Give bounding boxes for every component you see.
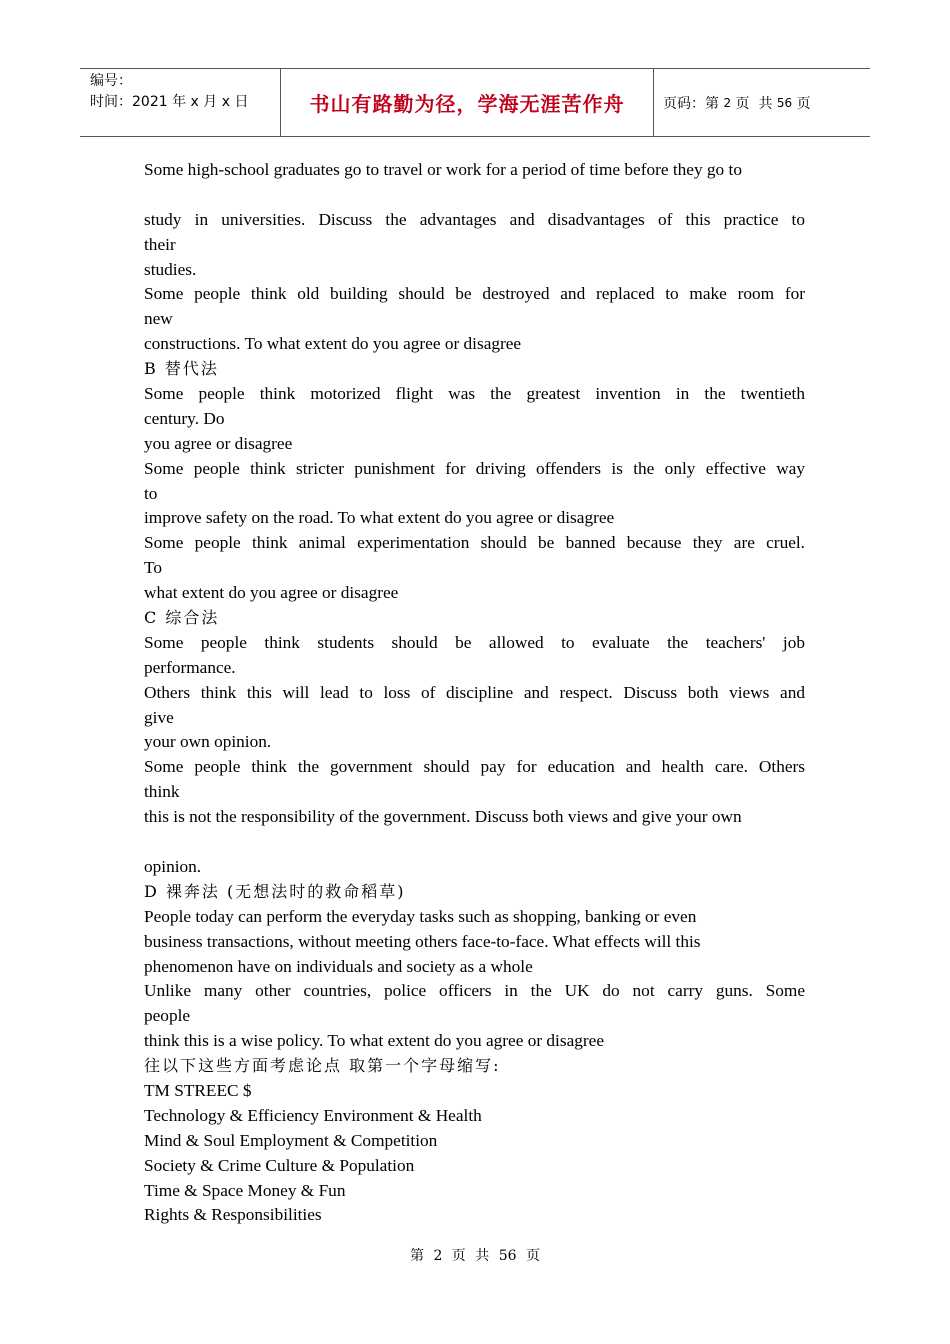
text-line: you agree or disagree <box>144 433 293 453</box>
text-line: Time & Space Money & Fun <box>144 1180 346 1200</box>
text-line: Technology & Efficiency Environment & Health <box>144 1105 482 1125</box>
document-body <box>144 158 805 1228</box>
header-page-number <box>654 69 870 136</box>
text-line: what extent do you agree or disagree <box>144 583 399 603</box>
text-line: Some people think the government should pay for education and health care. Others <box>144 757 805 777</box>
text-line: To <box>144 558 162 578</box>
date-label: 时间：2021 年 x 月 x 日 <box>90 94 249 110</box>
page-total: 56 <box>776 95 793 110</box>
text-line: Some people think animal experimentation should be banned because they are cruel. <box>144 533 805 553</box>
header-motto: 书山有路勤为径，学海无涯苦作舟 <box>309 92 625 116</box>
text-line: performance. <box>144 657 236 677</box>
text-line: People today can perform the everyday tasks such as shopping, banking or even <box>144 906 697 926</box>
text-line: Some people think old building should be destroyed and replaced to make room for <box>144 284 805 304</box>
text-line: think <box>144 782 180 802</box>
section-heading: 往以下这些方面考虑论点 取第一个字母缩写: <box>144 1056 501 1076</box>
text-line: opinion. <box>144 856 202 876</box>
text-line: phenomenon have on individuals and society as a whole <box>144 956 533 976</box>
text-line: people <box>144 1006 191 1026</box>
text-line: business transactions, without meeting others face-to-face. What effects will this <box>144 931 701 951</box>
blank-line <box>144 183 805 208</box>
section-heading: B 替代法 <box>144 359 219 379</box>
text-line: Some people think stricter punishment for driving offenders is the only effective way <box>144 458 805 478</box>
blank-line <box>144 830 805 855</box>
text-line: new <box>144 309 173 329</box>
text-line: Rights & Responsibilities <box>144 1205 322 1225</box>
text-line: Some people think motorized flight was the greatest invention in the twentieth <box>144 384 805 404</box>
page-mid: 页 共 <box>731 95 777 112</box>
text-line: study in universities. Discuss the advantages and disadvantages of this practice to <box>144 209 805 229</box>
section-heading: C 综合法 <box>144 608 220 628</box>
page-suffix: 页 <box>792 95 811 112</box>
text-line: century. Do <box>144 408 225 428</box>
text-line: Some people think students should be allowed to evaluate the teachers' job <box>144 632 805 652</box>
page-header <box>80 68 870 137</box>
page-prefix: 页码：第 <box>663 95 724 112</box>
text-line: constructions. To what extent do you agree or disagree <box>144 334 522 354</box>
text-line: give <box>144 707 174 727</box>
header-meta <box>80 69 281 136</box>
text-line: your own opinion. <box>144 732 272 752</box>
text-line: their <box>144 234 176 254</box>
text-line: TM STREEC $ <box>144 1080 252 1100</box>
text-line: Others think this will lead to loss of discipline and respect. Discuss both views and <box>144 682 805 702</box>
text-line: improve safety on the road. To what extent do you agree or disagree <box>144 508 615 528</box>
text-line: Unlike many other countries, police officers in the UK do not carry guns. Some <box>144 981 805 1001</box>
text-line: Mind & Soul Employment & Competition <box>144 1130 438 1150</box>
page-footer: 第 2 页 共 56 页 <box>410 1248 540 1264</box>
text-line: studies. <box>144 259 197 279</box>
text-line: Society & Crime Culture & Population <box>144 1155 415 1175</box>
page-current: 2 <box>723 95 732 110</box>
serial-label: 编号： <box>90 73 132 89</box>
text-line: Some high-school graduates go to travel or work for a period of time before they go to <box>144 160 742 179</box>
section-heading: D 裸奔法 (无想法时的救命稻草) <box>144 881 406 901</box>
text-line: think this is a wise policy. To what extent do you agree or disagree <box>144 1031 604 1051</box>
text-line: to <box>144 483 158 503</box>
text-line: this is not the responsibility of the government. Discuss both views and give your own <box>144 807 742 827</box>
header-motto-cell <box>281 69 654 136</box>
